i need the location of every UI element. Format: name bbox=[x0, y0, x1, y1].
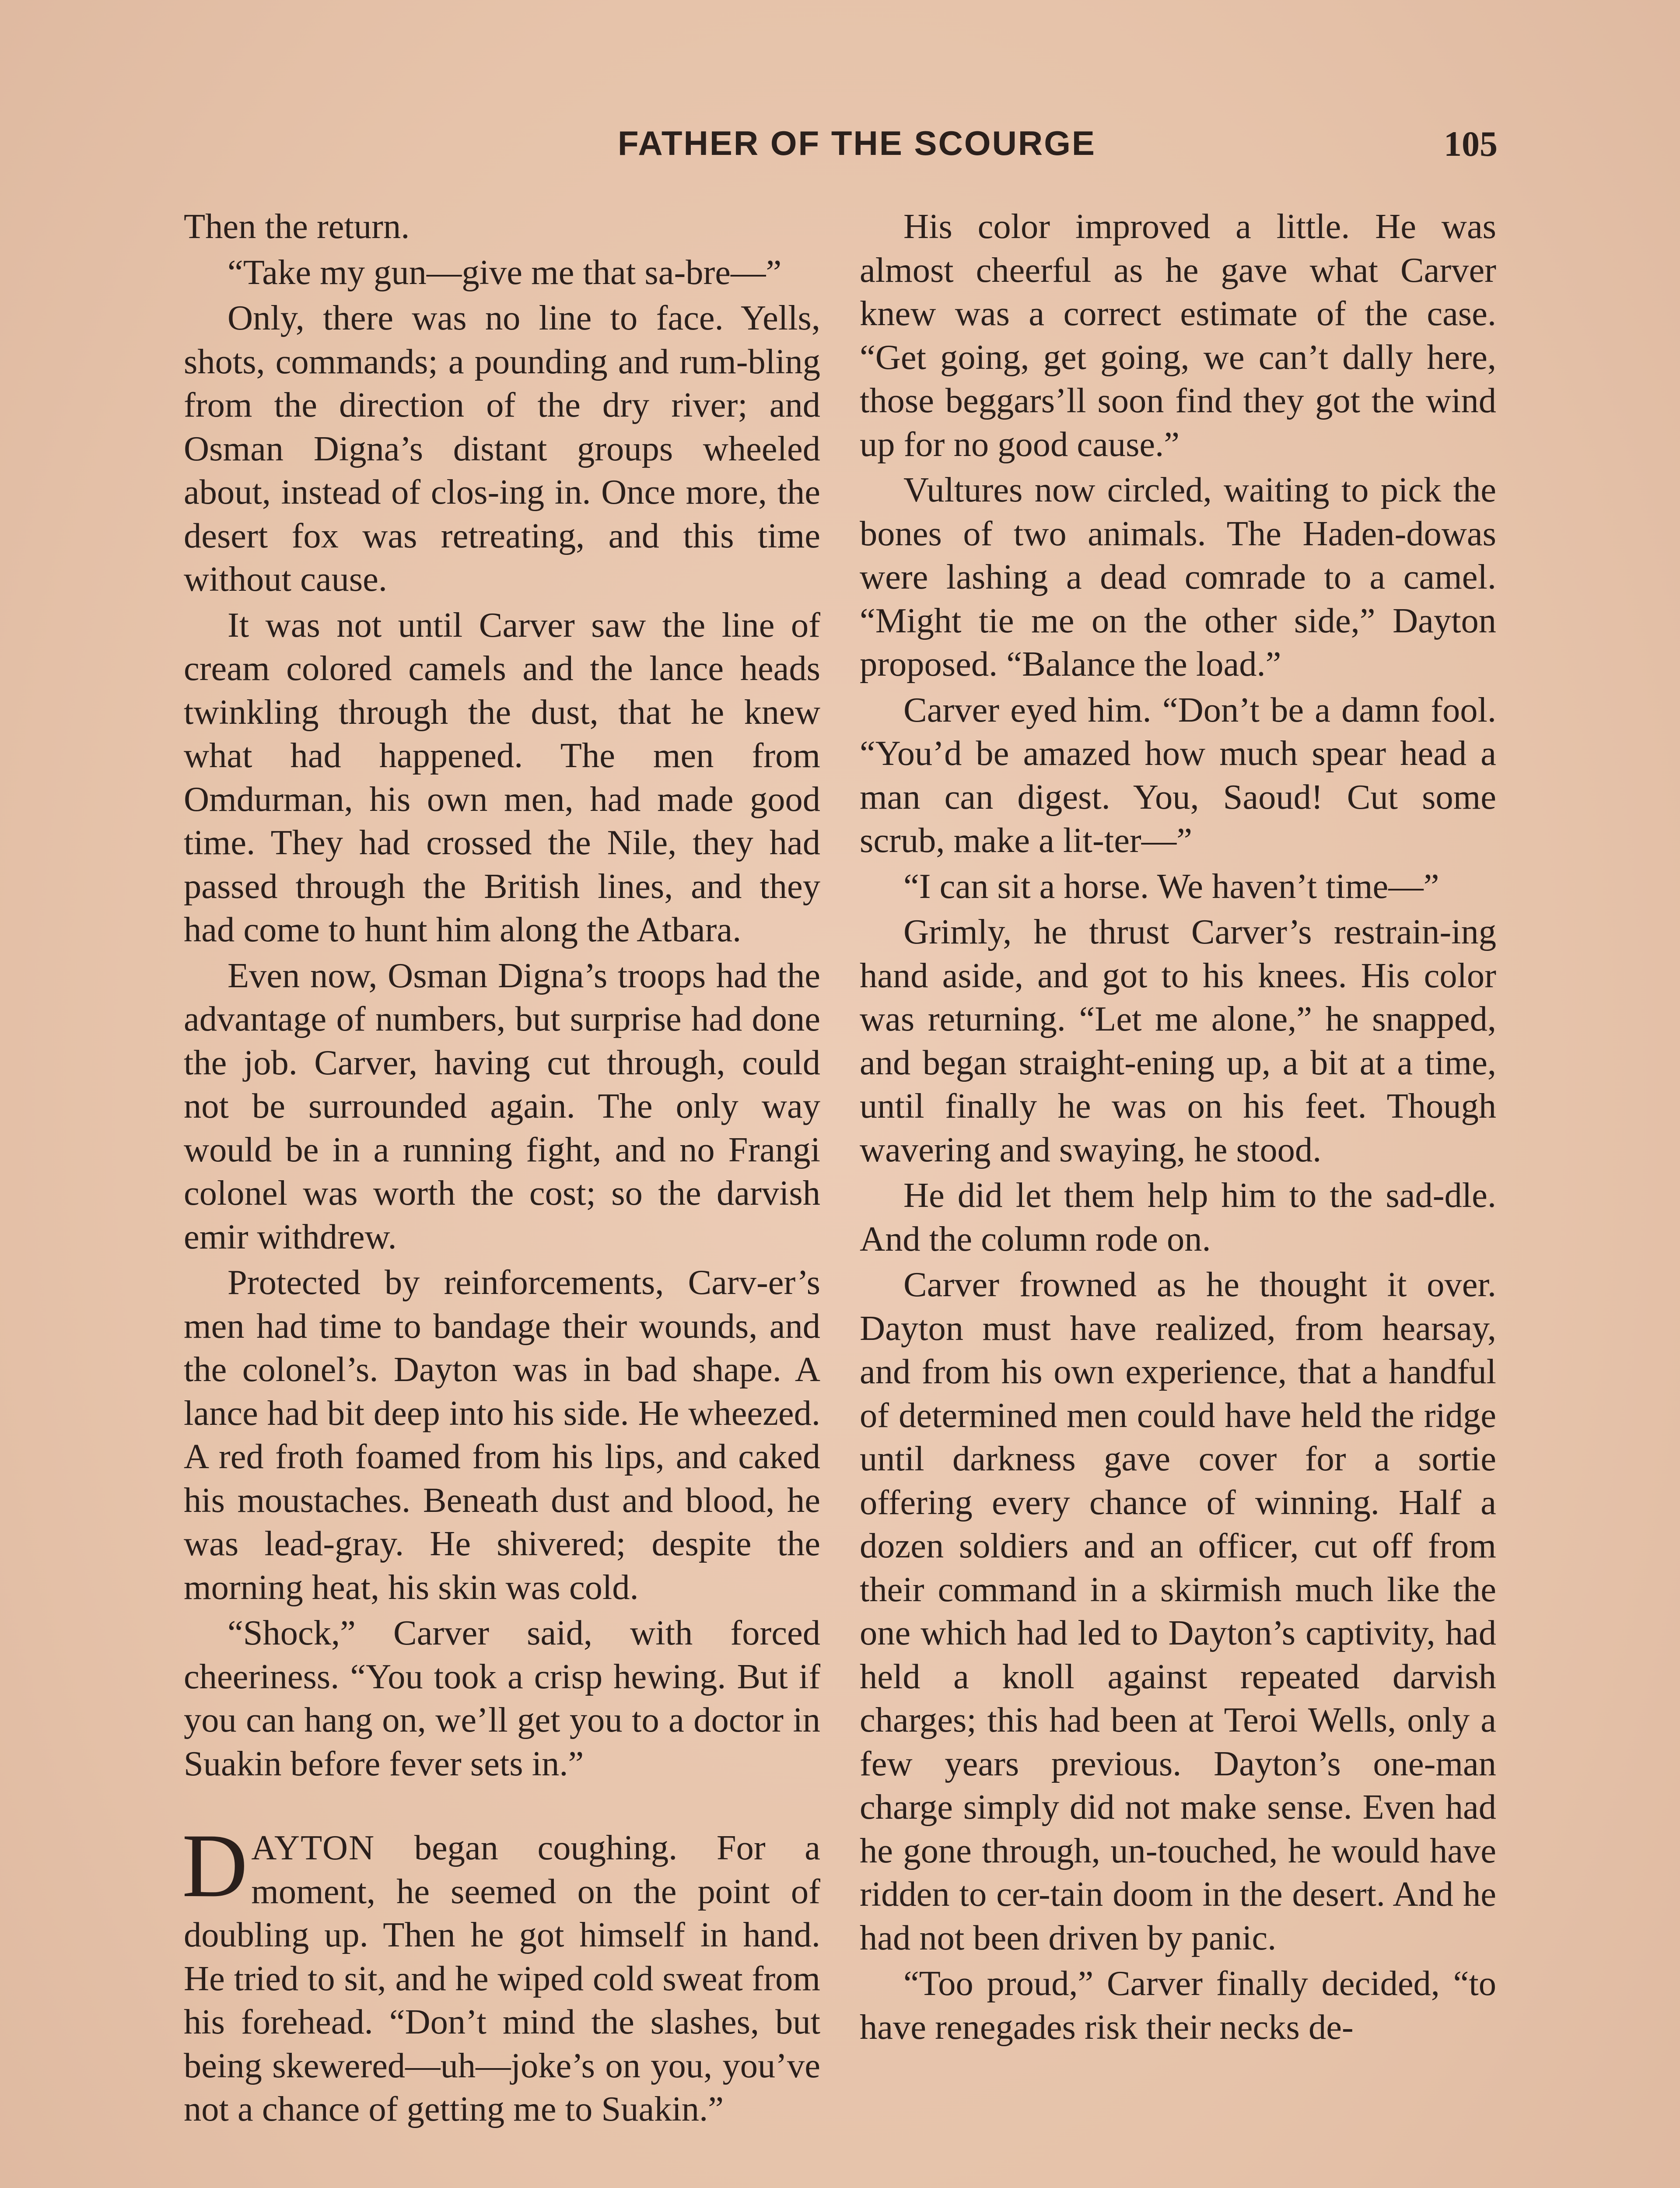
paragraph: Carver eyed him. “Don’t be a damn fool. “You’d be amazed how much spear head a man can digest. You, Saoud! Cut some scrub, make a lit-ter—” bbox=[860, 690, 1496, 860]
dropcap-word: AYTON bbox=[251, 1828, 375, 1867]
paragraph: Protected by reinforcements, Carv-er’s men had time to bandage their wounds, and the colonel’s. Dayton was in bad shape. A lance had bit deep into his side. He wheezed. A red froth foamed from his lips, and caked his moustaches. Beneath dust and blood, he was lead-gray. He shivered; despite the morning heat, his skin was cold. bbox=[184, 1263, 820, 1607]
paragraph: Carver frowned as he thought it over. Dayton must have realized, from hearsay, and from his own experience, that a handful of determined men could have held the ridge until darkness gave cover for a sortie offering every chance of winning. Half a dozen soldiers and an officer, cut off from their command in a skirmish much like the one which had led to Dayton’s captivity, had held a knoll against repeated darvish charges; this had been at Teroi Wells, only a few years previous. Dayton’s one-man charge simply did not make sense. Even had he gone through, un-touched, he would have ridden to cer-tain doom in the desert. And he had not been driven by panic. bbox=[860, 1265, 1496, 1957]
dropcap-text: began coughing. For a moment, he seemed on the point of doubling up. Then he got himself in hand. He tried to sit, and he wiped cold sweat from his forehead. “Don’t mind the slashes, but being skewered—uh—joke’s on you, you’ve not a chance of getting me to Suakin.” bbox=[184, 1828, 820, 2128]
running-title: FATHER OF THE SCOURGE bbox=[618, 124, 1096, 162]
right-column bbox=[860, 205, 1496, 2051]
left-column bbox=[184, 205, 820, 2133]
paragraph: “Shock,” Carver said, with forced cheeriness. “You took a crisp hewing. But if you can hang on, we’ll get you to a doctor in Suakin before fever sets in.” bbox=[184, 1613, 820, 1783]
paragraph: Even now, Osman Digna’s troops had the advantage of numbers, but surprise had done the job. Carver, having cut through, could not be surrounded again. The only way would be in a running fight, and no Frangi colonel was worth the cost; so the darvish emir withdrew. bbox=[184, 956, 820, 1256]
page-number: 105 bbox=[1444, 124, 1498, 164]
drop-cap-letter: D bbox=[182, 1815, 248, 1916]
running-head bbox=[0, 123, 1680, 172]
paragraph: Grimly, he thrust Carver’s restrain-ing hand aside, and got to his knees. His color was returning. “Let me alone,” he snapped, and began straight-ening up, a bit at a time, until finally he was on his feet. Though wavering and swaying, he stood. bbox=[860, 912, 1496, 1169]
dropcap-paragraph bbox=[182, 1815, 820, 2131]
paragraph: “I can sit a horse. We haven’t time—” bbox=[903, 866, 1439, 906]
paragraph: “Take my gun—give me that sa-bre—” bbox=[228, 252, 782, 292]
paragraph: It was not until Carver saw the line of cream colored camels and the lance heads twinkling through the dust, that he knew what had happened. The men from Omdurman, his own men, had made good time. They had crossed the Nile, they had passed through the British lines, and they had come to hunt him along the Atbara. bbox=[184, 605, 820, 949]
paragraph: Only, there was no line to face. Yells, shots, commands; a pounding and rum-bling from the direction of the dry river; and Osman Digna’s distant groups wheeled about, instead of clos-ing in. Once more, the desert fox was retreating, and this time without cause. bbox=[184, 298, 820, 599]
paragraph: Vultures now circled, waiting to pick the bones of two animals. The Haden-dowas were lashing a dead comrade to a camel. “Might tie me on the other side,” Dayton proposed. “Balance the load.” bbox=[860, 470, 1496, 684]
paragraph: He did let them help him to the sad-dle. And the column rode on. bbox=[860, 1176, 1496, 1259]
paragraph: “Too proud,” Carver finally decided, “to have renegades risk their necks de- bbox=[860, 1964, 1496, 2047]
paragraph: His color improved a little. He was almost cheerful as he gave what Carver knew was a correct estimate of the case. “Get going, get going, we can’t dally here, those beggars’ll soon find they got the wind up for no good cause.” bbox=[860, 207, 1496, 464]
paragraph: Then the return. bbox=[184, 207, 410, 246]
section-break bbox=[184, 1788, 820, 1826]
